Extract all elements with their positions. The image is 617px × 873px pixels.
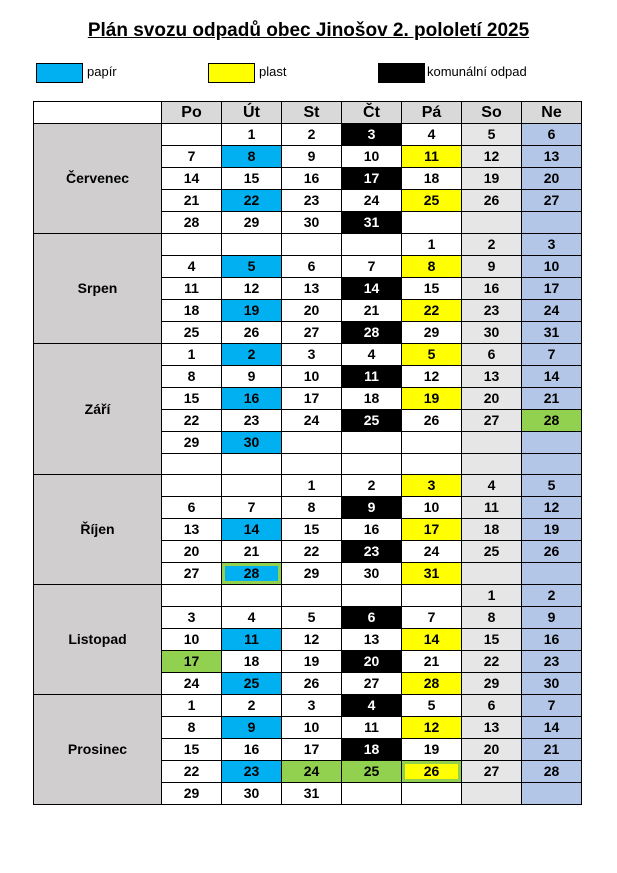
day-cell: 8 <box>222 146 282 168</box>
day-cell <box>222 585 282 607</box>
day-cell: 19 <box>522 519 582 541</box>
day-cell: 20 <box>462 739 522 761</box>
day-cell: 24 <box>162 673 222 695</box>
legend-label-plast: plast <box>259 64 287 79</box>
day-cell: 7 <box>342 256 402 278</box>
day-header-so: So <box>462 102 522 124</box>
day-cell: 1 <box>402 234 462 256</box>
day-cell: 25 <box>402 190 462 212</box>
week-row <box>34 124 582 146</box>
day-cell: 10 <box>522 256 582 278</box>
day-cell: 14 <box>522 366 582 388</box>
day-cell: 5 <box>402 695 462 717</box>
day-cell: 23 <box>462 300 522 322</box>
day-cell <box>522 212 582 234</box>
day-cell: 13 <box>282 278 342 300</box>
day-cell: 14 <box>162 168 222 190</box>
day-cell: 25 <box>222 673 282 695</box>
day-cell <box>522 563 582 585</box>
day-cell: 19 <box>402 739 462 761</box>
day-cell: 24 <box>282 761 342 783</box>
day-header-st: St <box>282 102 342 124</box>
day-cell: 31 <box>402 563 462 585</box>
day-cell: 23 <box>282 190 342 212</box>
day-cell <box>522 783 582 805</box>
day-cell: 15 <box>162 388 222 410</box>
day-cell: 20 <box>282 300 342 322</box>
day-header-ne: Ne <box>522 102 582 124</box>
day-cell: 15 <box>462 629 522 651</box>
day-cell: 14 <box>222 519 282 541</box>
day-cell: 4 <box>222 607 282 629</box>
day-cell: 5 <box>222 256 282 278</box>
day-cell: 8 <box>162 366 222 388</box>
day-cell: 2 <box>462 234 522 256</box>
day-cell: 5 <box>522 475 582 497</box>
day-cell: 2 <box>342 475 402 497</box>
day-cell: 29 <box>462 673 522 695</box>
day-cell: 23 <box>222 761 282 783</box>
day-cell: 12 <box>402 717 462 739</box>
day-cell: 23 <box>522 651 582 673</box>
day-cell <box>402 212 462 234</box>
day-cell: 18 <box>462 519 522 541</box>
day-cell: 3 <box>282 695 342 717</box>
waste-calendar-table <box>33 101 582 805</box>
day-cell: 4 <box>342 344 402 366</box>
day-cell: 12 <box>522 497 582 519</box>
day-cell: 1 <box>462 585 522 607</box>
day-cell <box>462 783 522 805</box>
day-cell: 14 <box>522 717 582 739</box>
day-cell <box>462 432 522 454</box>
day-cell: 20 <box>342 651 402 673</box>
day-cell: 26 <box>282 673 342 695</box>
day-cell: 12 <box>282 629 342 651</box>
day-cell <box>342 234 402 256</box>
month-label: Září <box>34 344 162 475</box>
day-cell: 3 <box>342 124 402 146</box>
day-cell: 11 <box>222 629 282 651</box>
day-cell: 18 <box>222 651 282 673</box>
day-cell: 27 <box>462 761 522 783</box>
legend-label-komunalni: komunální odpad <box>427 64 527 79</box>
day-cell: 11 <box>342 366 402 388</box>
day-cell: 28 <box>522 761 582 783</box>
day-cell <box>282 432 342 454</box>
day-cell: 4 <box>342 695 402 717</box>
day-cell: 15 <box>282 519 342 541</box>
day-cell <box>522 454 582 475</box>
day-cell: 22 <box>222 190 282 212</box>
day-cell: 19 <box>222 300 282 322</box>
day-cell: 6 <box>282 256 342 278</box>
day-cell: 21 <box>162 190 222 212</box>
day-cell: 9 <box>522 607 582 629</box>
day-cell: 15 <box>222 168 282 190</box>
day-cell: 4 <box>462 475 522 497</box>
day-cell: 26 <box>402 761 462 783</box>
day-cell: 17 <box>162 651 222 673</box>
day-cell: 23 <box>342 541 402 563</box>
day-cell: 27 <box>462 410 522 432</box>
month-label: Prosinec <box>34 695 162 805</box>
day-cell: 10 <box>402 497 462 519</box>
day-cell: 8 <box>162 717 222 739</box>
day-cell: 7 <box>402 607 462 629</box>
day-cell: 11 <box>342 717 402 739</box>
day-cell <box>462 563 522 585</box>
day-cell: 17 <box>522 278 582 300</box>
day-cell: 22 <box>282 541 342 563</box>
day-cell <box>162 454 222 475</box>
day-header-ut: Út <box>222 102 282 124</box>
day-cell <box>282 234 342 256</box>
legend-swatch-papir <box>36 63 83 83</box>
day-cell: 15 <box>402 278 462 300</box>
day-cell: 6 <box>162 497 222 519</box>
day-cell: 3 <box>162 607 222 629</box>
day-cell: 2 <box>282 124 342 146</box>
month-label: Srpen <box>34 234 162 344</box>
day-cell: 30 <box>282 212 342 234</box>
day-cell: 16 <box>462 278 522 300</box>
day-cell: 22 <box>162 761 222 783</box>
legend-label-papir: papír <box>87 64 117 79</box>
day-cell <box>222 454 282 475</box>
day-cell <box>402 585 462 607</box>
day-cell: 19 <box>462 168 522 190</box>
legend-swatch-komunalni <box>378 63 425 83</box>
day-cell: 23 <box>222 410 282 432</box>
day-cell: 19 <box>402 388 462 410</box>
day-cell: 18 <box>342 388 402 410</box>
day-cell: 13 <box>462 366 522 388</box>
day-cell: 21 <box>342 300 402 322</box>
day-cell: 9 <box>282 146 342 168</box>
day-cell: 18 <box>162 300 222 322</box>
day-cell: 30 <box>222 783 282 805</box>
day-cell <box>522 432 582 454</box>
day-cell: 5 <box>462 124 522 146</box>
day-cell: 16 <box>522 629 582 651</box>
day-cell: 11 <box>402 146 462 168</box>
legend-swatch-plast <box>208 63 255 83</box>
day-cell: 8 <box>462 607 522 629</box>
week-row <box>34 344 582 366</box>
day-cell: 27 <box>162 563 222 585</box>
day-header-row <box>34 102 582 124</box>
day-cell: 31 <box>342 212 402 234</box>
day-cell: 21 <box>522 739 582 761</box>
day-cell: 28 <box>162 212 222 234</box>
day-cell <box>162 585 222 607</box>
day-cell: 7 <box>222 497 282 519</box>
day-cell: 31 <box>522 322 582 344</box>
day-cell: 18 <box>402 168 462 190</box>
day-cell: 29 <box>282 563 342 585</box>
day-cell: 22 <box>462 651 522 673</box>
day-cell: 7 <box>522 695 582 717</box>
day-cell: 6 <box>522 124 582 146</box>
day-cell: 7 <box>522 344 582 366</box>
week-row <box>34 475 582 497</box>
day-cell: 13 <box>462 717 522 739</box>
day-cell: 26 <box>462 190 522 212</box>
day-cell: 1 <box>222 124 282 146</box>
day-header-pa: Pá <box>402 102 462 124</box>
week-row <box>34 234 582 256</box>
day-cell: 20 <box>462 388 522 410</box>
day-cell: 28 <box>402 673 462 695</box>
day-cell: 29 <box>162 783 222 805</box>
day-cell: 27 <box>342 673 402 695</box>
day-cell: 29 <box>162 432 222 454</box>
day-cell: 24 <box>282 410 342 432</box>
day-cell: 26 <box>522 541 582 563</box>
day-cell: 13 <box>522 146 582 168</box>
day-cell: 4 <box>162 256 222 278</box>
day-cell: 17 <box>282 388 342 410</box>
day-cell: 6 <box>462 344 522 366</box>
day-cell: 25 <box>342 410 402 432</box>
day-cell: 9 <box>222 366 282 388</box>
day-cell: 10 <box>162 629 222 651</box>
day-cell: 3 <box>282 344 342 366</box>
day-cell: 17 <box>342 168 402 190</box>
day-cell: 25 <box>162 322 222 344</box>
header-corner <box>34 102 162 124</box>
day-cell: 25 <box>462 541 522 563</box>
day-cell: 8 <box>402 256 462 278</box>
day-cell: 28 <box>342 322 402 344</box>
day-cell: 12 <box>222 278 282 300</box>
day-cell: 19 <box>282 651 342 673</box>
day-cell: 2 <box>222 344 282 366</box>
day-cell: 17 <box>282 739 342 761</box>
day-cell: 6 <box>342 607 402 629</box>
day-cell: 21 <box>522 388 582 410</box>
day-cell <box>162 124 222 146</box>
day-cell: 8 <box>282 497 342 519</box>
day-cell: 14 <box>402 629 462 651</box>
day-cell: 6 <box>462 695 522 717</box>
title-text: Plán svozu odpadů obec Jinošov 2. pololetí 2025 <box>87 20 530 41</box>
day-cell <box>462 212 522 234</box>
day-cell: 5 <box>282 607 342 629</box>
day-cell <box>282 454 342 475</box>
day-cell <box>162 234 222 256</box>
day-cell: 27 <box>522 190 582 212</box>
day-cell: 13 <box>342 629 402 651</box>
day-cell: 15 <box>162 739 222 761</box>
day-cell: 29 <box>222 212 282 234</box>
day-cell: 20 <box>162 541 222 563</box>
day-cell: 25 <box>342 761 402 783</box>
day-cell: 18 <box>342 739 402 761</box>
day-cell: 30 <box>522 673 582 695</box>
day-cell: 28 <box>522 410 582 432</box>
day-cell: 31 <box>282 783 342 805</box>
day-cell <box>462 454 522 475</box>
day-cell: 21 <box>222 541 282 563</box>
day-header-po: Po <box>162 102 222 124</box>
day-cell <box>342 585 402 607</box>
day-cell <box>282 585 342 607</box>
day-cell: 16 <box>282 168 342 190</box>
day-cell <box>342 783 402 805</box>
day-cell <box>402 454 462 475</box>
day-cell: 9 <box>342 497 402 519</box>
day-cell: 11 <box>462 497 522 519</box>
day-cell: 13 <box>162 519 222 541</box>
day-cell: 24 <box>522 300 582 322</box>
day-cell: 29 <box>402 322 462 344</box>
day-cell: 3 <box>402 475 462 497</box>
week-row <box>34 585 582 607</box>
day-cell: 11 <box>162 278 222 300</box>
day-cell: 26 <box>402 410 462 432</box>
day-cell: 4 <box>402 124 462 146</box>
day-cell: 10 <box>342 146 402 168</box>
day-cell <box>222 475 282 497</box>
day-cell: 24 <box>402 541 462 563</box>
day-cell: 12 <box>402 366 462 388</box>
day-cell: 16 <box>222 739 282 761</box>
day-cell: 9 <box>222 717 282 739</box>
day-cell: 12 <box>462 146 522 168</box>
day-cell <box>342 432 402 454</box>
day-cell: 24 <box>342 190 402 212</box>
day-cell <box>222 234 282 256</box>
month-label: Říjen <box>34 475 162 585</box>
day-cell: 26 <box>222 322 282 344</box>
day-cell: 1 <box>162 344 222 366</box>
day-cell: 30 <box>222 432 282 454</box>
month-label: Listopad <box>34 585 162 695</box>
month-label: Červenec <box>34 124 162 234</box>
day-cell: 7 <box>162 146 222 168</box>
day-cell: 16 <box>222 388 282 410</box>
page-title <box>0 19 617 43</box>
week-row <box>34 695 582 717</box>
day-cell: 16 <box>342 519 402 541</box>
day-cell: 22 <box>162 410 222 432</box>
day-header-ct: Čt <box>342 102 402 124</box>
day-cell: 5 <box>402 344 462 366</box>
day-cell: 1 <box>282 475 342 497</box>
day-cell: 30 <box>462 322 522 344</box>
day-cell: 2 <box>522 585 582 607</box>
day-cell <box>402 432 462 454</box>
day-cell: 3 <box>522 234 582 256</box>
day-cell: 27 <box>282 322 342 344</box>
day-cell <box>162 475 222 497</box>
day-cell: 10 <box>282 717 342 739</box>
day-cell <box>402 783 462 805</box>
day-cell: 2 <box>222 695 282 717</box>
day-cell: 21 <box>402 651 462 673</box>
day-cell: 10 <box>282 366 342 388</box>
day-cell: 14 <box>342 278 402 300</box>
day-cell: 22 <box>402 300 462 322</box>
day-cell: 9 <box>462 256 522 278</box>
day-cell <box>342 454 402 475</box>
day-cell: 1 <box>162 695 222 717</box>
day-cell: 28 <box>222 563 282 585</box>
day-cell: 20 <box>522 168 582 190</box>
day-cell: 17 <box>402 519 462 541</box>
day-cell: 30 <box>342 563 402 585</box>
